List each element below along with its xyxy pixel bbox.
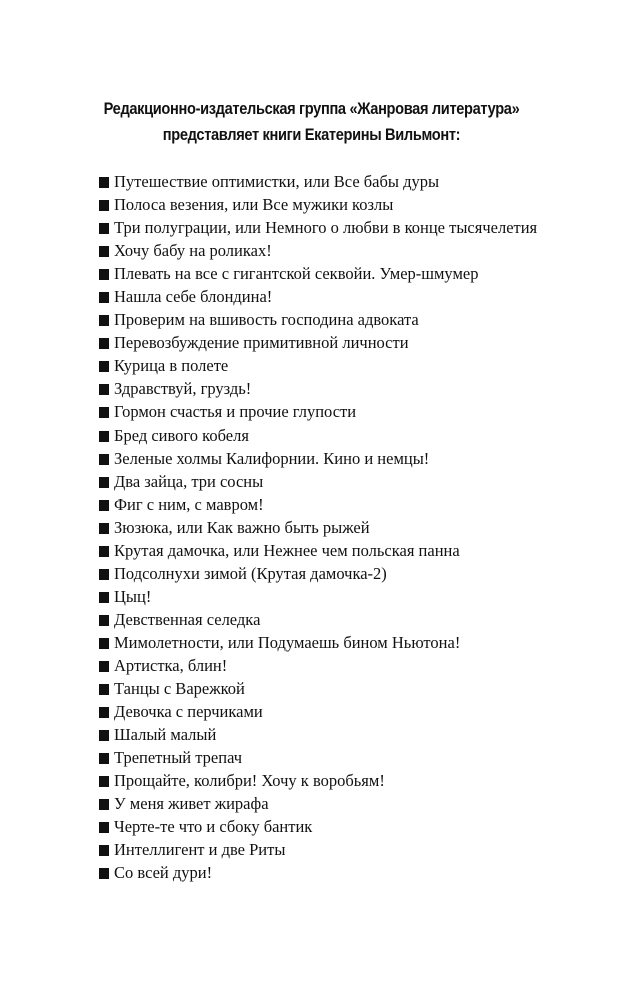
square-bullet-icon: [99, 730, 109, 741]
square-bullet-icon: [99, 431, 109, 442]
square-bullet-icon: [99, 315, 109, 326]
book-list-item: [99, 585, 537, 608]
book-title: Интеллигент и две Риты: [114, 840, 286, 860]
square-bullet-icon: [99, 384, 109, 395]
book-list-item: [99, 239, 537, 262]
square-bullet-icon: [99, 822, 109, 833]
square-bullet-icon: [99, 707, 109, 718]
book-list-item: [99, 470, 537, 493]
square-bullet-icon: [99, 661, 109, 672]
book-title: Путешествие оптимистки, или Все бабы дуры: [114, 172, 440, 191]
book-title: Со всей дури!: [114, 863, 213, 883]
book-list-item: [99, 400, 537, 423]
square-bullet-icon: [99, 569, 109, 580]
book-title: Черте-те что и сбоку бантик: [114, 817, 313, 837]
book-list-item: [99, 354, 537, 377]
book-title: Крутая дамочка, или Нежнее чем польская панна: [114, 540, 460, 560]
book-list-item: [99, 562, 537, 585]
book-title: Зюзюка, или Как важно быть рыжей: [114, 517, 370, 537]
book-list-item: [99, 193, 537, 216]
book-title: Танцы с Варежкой: [114, 679, 245, 699]
book-list-item: [99, 861, 537, 884]
book-list-item: [99, 608, 537, 631]
book-list: [99, 170, 537, 884]
square-bullet-icon: [99, 523, 109, 534]
square-bullet-icon: [99, 269, 109, 280]
book-title: Курица в полете: [114, 356, 229, 376]
book-list-item: [99, 654, 537, 677]
book-list-item: [99, 700, 537, 723]
book-list-item: [99, 792, 537, 815]
book-title: Два зайца, три сосны: [114, 471, 264, 491]
book-title: Трепетный трепач: [114, 748, 243, 768]
book-list-item: [99, 424, 537, 447]
book-list-item: [99, 838, 537, 861]
square-bullet-icon: [99, 592, 109, 603]
square-bullet-icon: [99, 292, 109, 303]
square-bullet-icon: [99, 845, 109, 856]
book-title: Плевать на все с гигантской секвойи. Умер-шмумер: [114, 264, 479, 284]
square-bullet-icon: [99, 177, 109, 188]
square-bullet-icon: [99, 868, 109, 879]
square-bullet-icon: [99, 776, 109, 787]
square-bullet-icon: [99, 615, 109, 626]
book-title: Бред сивого кобеля: [114, 425, 249, 445]
book-list-item: [99, 331, 537, 354]
header-line-publisher: Редакционно-издательская группа «Жанровая литература»: [103, 99, 520, 118]
book-title: Цыц!: [114, 586, 152, 606]
square-bullet-icon: [99, 200, 109, 211]
book-list-item: [99, 216, 537, 239]
book-title: Гормон счастья и прочие глупости: [114, 402, 357, 422]
book-title: Артистка, блин!: [114, 655, 228, 675]
book-title: Прощайте, колибри! Хочу к воробьям!: [114, 771, 385, 791]
book-list-item: [99, 631, 537, 654]
square-bullet-icon: [99, 753, 109, 764]
book-title: Здравствуй, груздь!: [114, 379, 252, 399]
book-list-item: [99, 493, 537, 516]
book-list-item: [99, 815, 537, 838]
square-bullet-icon: [99, 799, 109, 810]
book-title: Зеленые холмы Калифорнии. Кино и немцы!: [114, 448, 430, 468]
book-title: Хочу бабу на роликах!: [114, 241, 272, 261]
header-line-presents: представляет книги Екатерины Вильмонт:: [162, 125, 461, 144]
book-title: Мимолетности, или Подумаешь бином Ньютона!: [114, 632, 461, 652]
book-title: Фиг с ним, с мавром!: [114, 494, 264, 514]
book-title: Подсолнухи зимой (Крутая дамочка-2): [114, 563, 387, 583]
book-list-item: [99, 746, 537, 769]
book-list-item: [99, 262, 537, 285]
book-list-item: [99, 447, 537, 470]
book-title: Девственная селедка: [114, 609, 261, 629]
square-bullet-icon: [99, 500, 109, 511]
book-list-item: [99, 677, 537, 700]
book-title: Полоса везения, или Все мужики козлы: [114, 195, 394, 215]
book-list-item: [99, 170, 537, 193]
square-bullet-icon: [99, 407, 109, 418]
book-list-item: [99, 723, 537, 746]
book-title: У меня живет жирафа: [114, 794, 269, 814]
book-title: Проверим на вшивость господина адвоката: [114, 310, 419, 330]
square-bullet-icon: [99, 246, 109, 257]
book-title: Нашла себе блондина!: [114, 287, 273, 307]
square-bullet-icon: [99, 361, 109, 372]
book-title: Шалый малый: [114, 725, 217, 745]
square-bullet-icon: [99, 223, 109, 234]
square-bullet-icon: [99, 338, 109, 349]
square-bullet-icon: [99, 638, 109, 649]
book-list-item: [99, 377, 537, 400]
book-title: Девочка с перчиками: [114, 702, 263, 722]
square-bullet-icon: [99, 684, 109, 695]
book-list-item: [99, 516, 537, 539]
book-title: Три полуграции, или Немного о любви в конце тысячелетия: [114, 218, 538, 238]
page-header: [44, 96, 580, 148]
book-list-item: [99, 285, 537, 308]
book-title: Перевозбуждение примитивной личности: [114, 333, 409, 353]
square-bullet-icon: [99, 477, 109, 488]
book-list-item: [99, 539, 537, 562]
book-list-item: [99, 769, 537, 792]
square-bullet-icon: [99, 546, 109, 557]
square-bullet-icon: [99, 454, 109, 465]
book-list-item: [99, 308, 537, 331]
